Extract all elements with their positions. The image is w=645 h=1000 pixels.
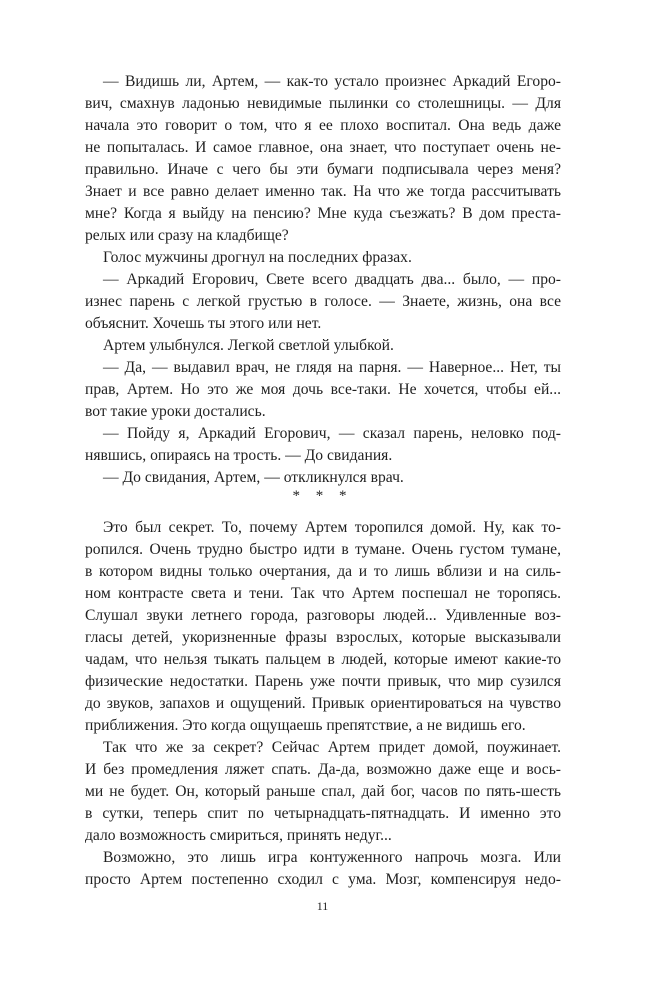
- text-line: ми не будет. Он, который раньше спал, дай бог, часов по пять-шесть: [85, 783, 561, 800]
- text-line: приближения. Это когда ощущаешь препятствие, а не видишь его.: [85, 717, 526, 734]
- text-line: Это был секрет. То, почему Артем торопился домой. Ну, как то-: [103, 519, 561, 536]
- text-line: — До свидания, Артем, — откликнулся врач.: [103, 469, 404, 486]
- text-line: физические недостатки. Парень уже почти привык, что мир сузился: [85, 673, 561, 690]
- text-line: нявшись, опираясь на трость. — До свидания.: [85, 447, 393, 464]
- text-line: мне? Когда я выйду на пенсию? Мне куда съезжать? В дом преста-: [85, 205, 561, 222]
- text-line: вич, смахнув ладонью невидимые пылинки со столешницы. — Для: [85, 95, 561, 112]
- text-line: правильно. Иначе с чего бы эти бумаги подписывала через меня?: [85, 161, 561, 178]
- text-line: ропился. Очень трудно быстро идти в тумане. Очень густом тумане,: [85, 541, 561, 558]
- text-line: изнес парень с легкой грустью в голосе. — Знаете, жизнь, она все: [85, 293, 561, 310]
- text-line: в котором видны только очертания, да и то лишь вблизи и на силь-: [85, 563, 561, 580]
- text-line: дало возможность смириться, принять недуг...: [85, 827, 392, 844]
- text-line: гласы детей, укоризненные фразы взрослых, которые высказывали: [85, 629, 561, 646]
- page-number: 11: [316, 899, 329, 913]
- text-line: — Видишь ли, Артем, — как-то устало произнес Аркадий Егоро-: [103, 73, 561, 90]
- text-line: Знает и все равно делает именно так. На что же тогда рассчитывать: [85, 183, 561, 200]
- text-line: не попыталась. И самое главное, она знает, что поступает очень не-: [85, 139, 561, 156]
- text-line: начала это говорит о том, что я ее плохо воспитал. Она ведь даже: [85, 117, 561, 134]
- text-line: прав, Артем. Но это же моя дочь все-таки. Не хочется, чтобы ей...: [85, 381, 561, 398]
- text-line: Возможно, это лишь игра контуженного напрочь мозга. Или: [103, 849, 561, 866]
- text-line: вот такие уроки достались.: [85, 403, 266, 420]
- text-line: Артем улыбнулся. Легкой светлой улыбкой.: [103, 337, 394, 354]
- text-block-narrative: [85, 517, 561, 891]
- text-block-dialogue: [85, 71, 561, 489]
- section-separator: * * *: [292, 488, 353, 504]
- text-line: Слушал звуки летнего города, разговоры людей... Удивленные воз-: [85, 607, 561, 624]
- text-line: Голос мужчины дрогнул на последних фразах.: [103, 249, 412, 266]
- text-line: релых или сразу на кладбище?: [85, 227, 289, 244]
- text-line: до звуков, запахов и ощущений. Привык ориентироваться на чувство: [85, 695, 561, 712]
- text-line: в сутки, теперь спит по четырнадцать-пятнадцать. И именно это: [85, 805, 561, 822]
- text-line: — Пойду я, Аркадий Егорович, — сказал парень, неловко под-: [103, 425, 561, 442]
- text-line: — Аркадий Егорович, Свете всего двадцать два... было, — про-: [103, 271, 561, 288]
- text-line: ном контрасте света и тени. Так что Артем поспешал не торопясь.: [85, 585, 561, 602]
- text-line: объяснит. Хочешь ты этого или нет.: [85, 315, 322, 332]
- text-line: чадам, что нельзя тыкать пальцем в людей, которые имеют какие-то: [85, 651, 561, 668]
- text-line: Так что же за секрет? Сейчас Артем придет домой, поужинает.: [103, 739, 561, 756]
- text-line: И без промедления ляжет спать. Да-да, возможно даже еще и вось-: [85, 761, 561, 778]
- text-line: просто Артем постепенно сходил с ума. Мозг, компенсируя недо-: [85, 871, 561, 888]
- text-line: — Да, — выдавил врач, не глядя на парня. — Наверное... Нет, ты: [103, 359, 561, 376]
